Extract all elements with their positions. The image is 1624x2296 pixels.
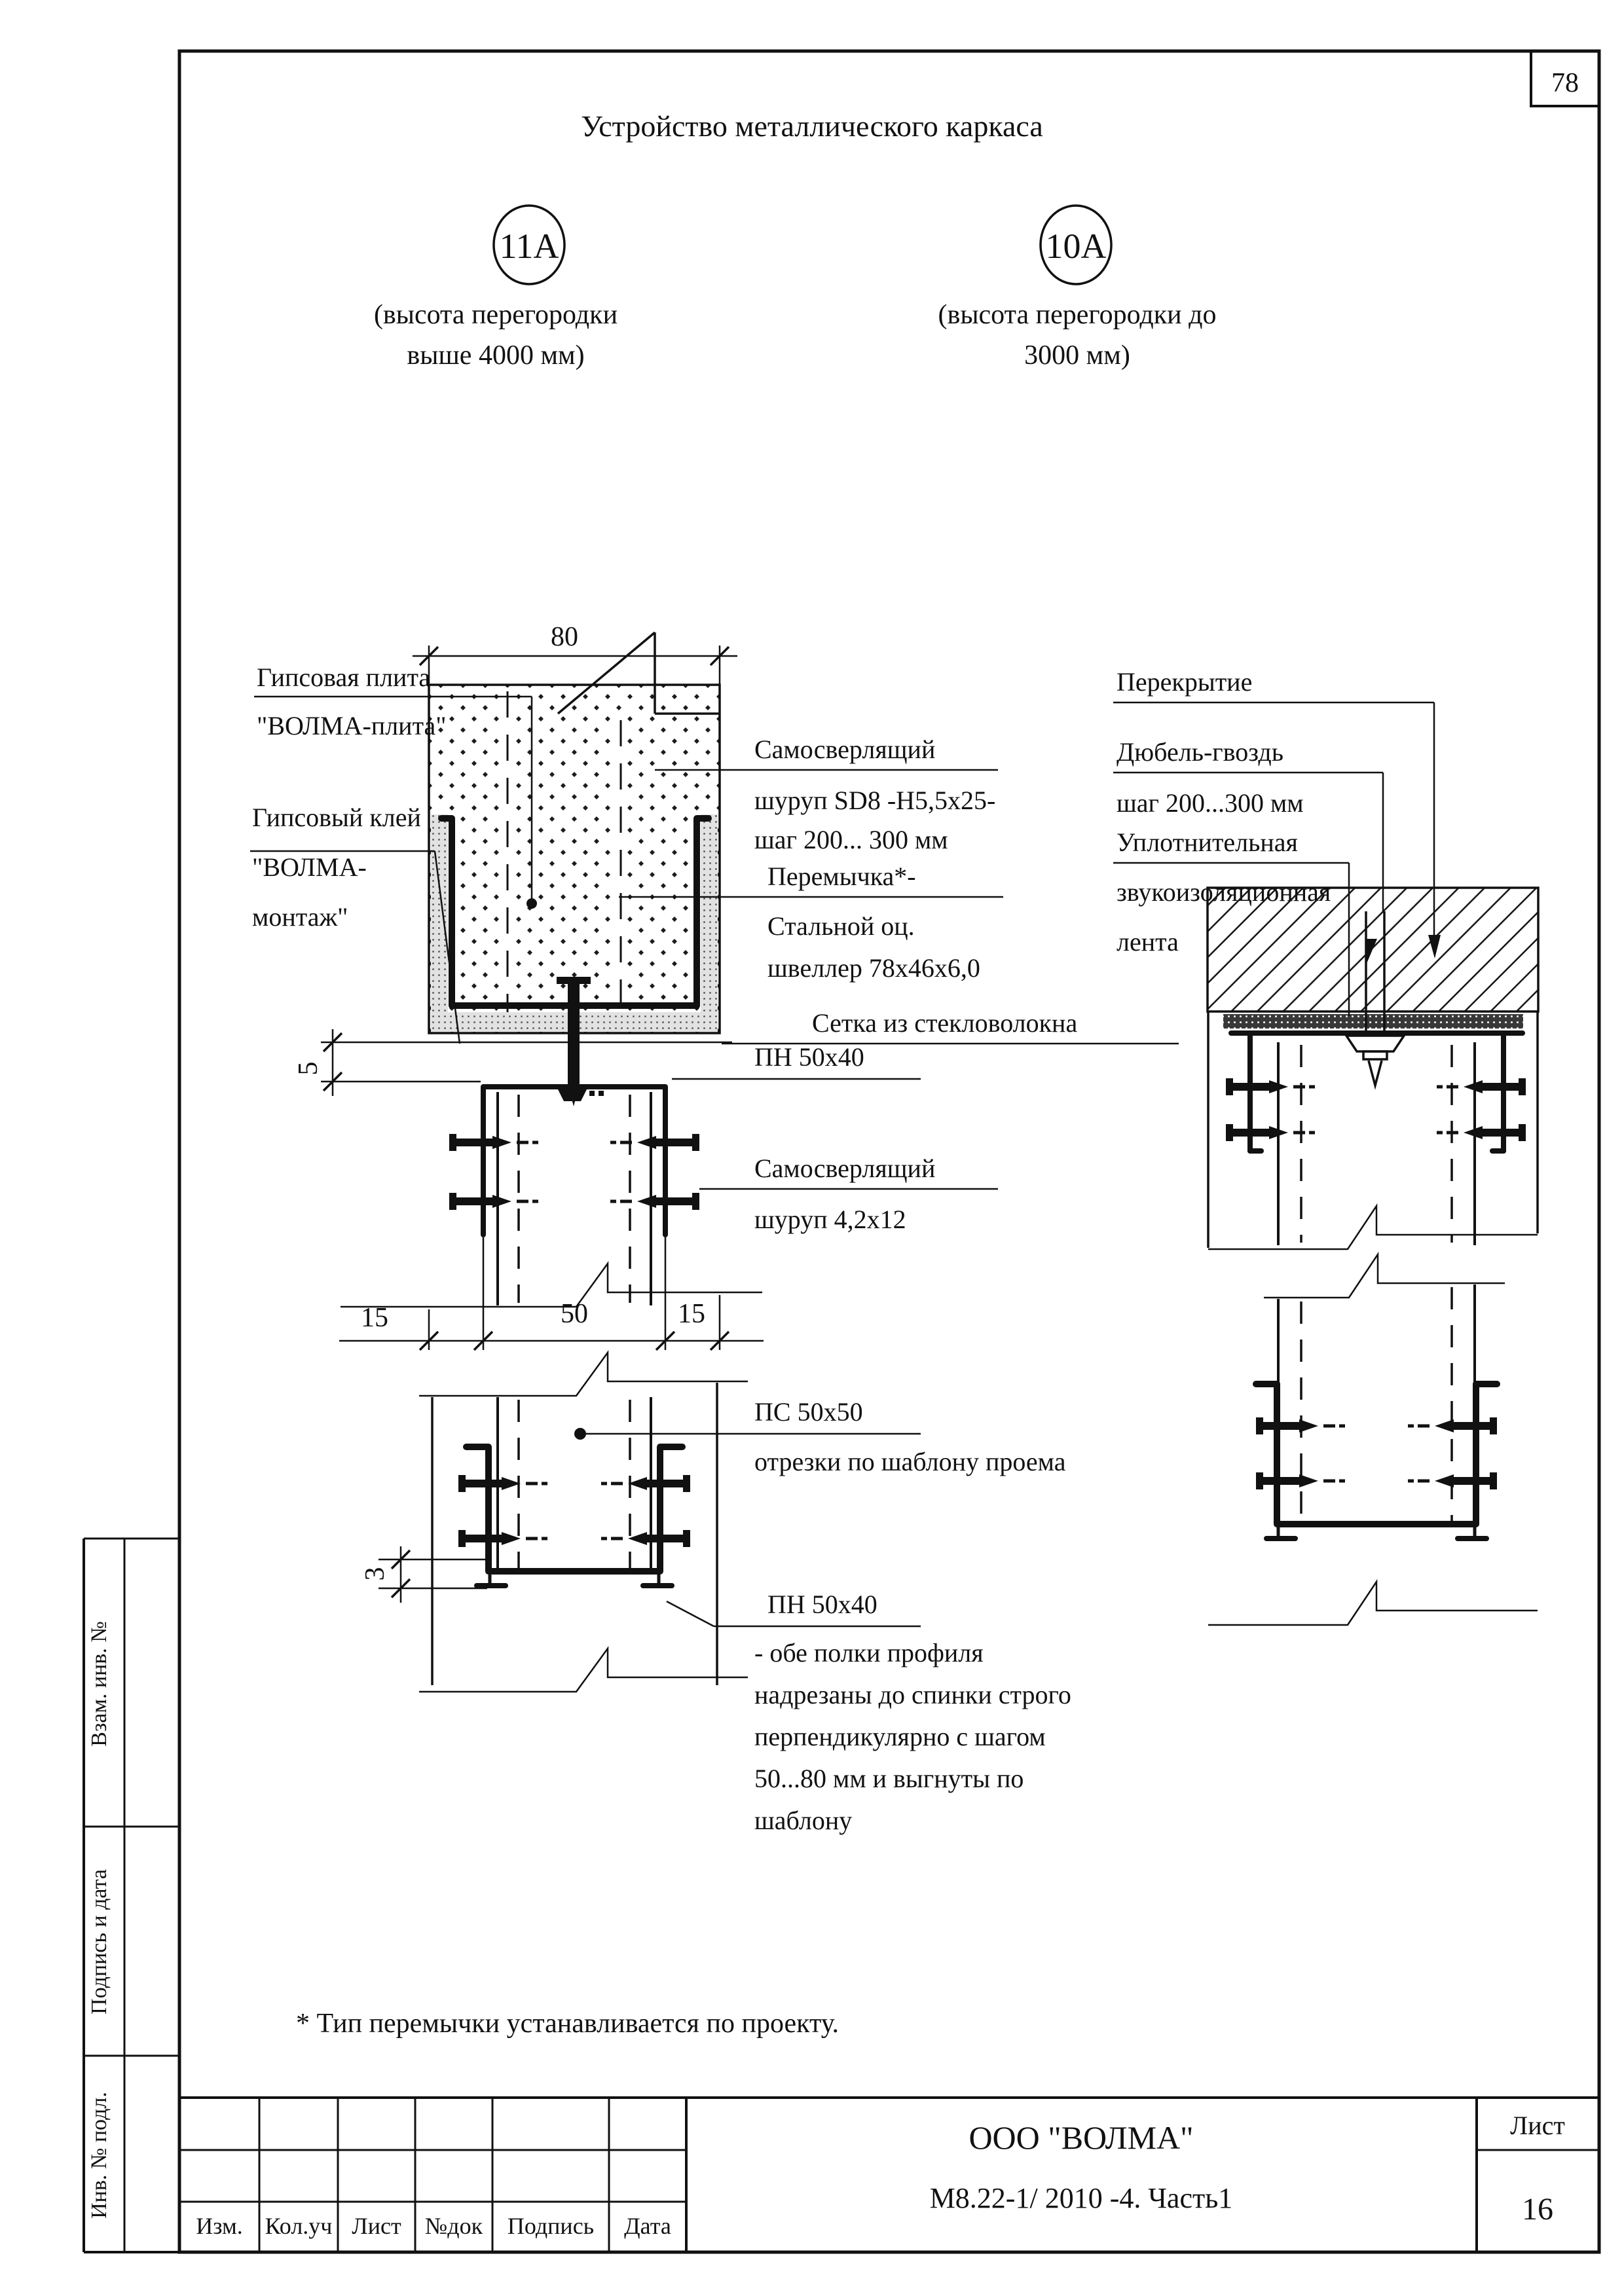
- tb-col-list: Лист: [352, 2213, 401, 2239]
- label-line: шуруп SD8 -Н5,5х25-: [754, 786, 996, 815]
- tb-col-koluch: Кол.уч: [265, 2213, 333, 2239]
- break-line: [1208, 1582, 1538, 1625]
- pn-track-top: [483, 1087, 665, 1235]
- title-block: [179, 2098, 1599, 2252]
- caption-line: 3000 мм): [1024, 340, 1130, 371]
- sidebar: [84, 1539, 179, 2252]
- lower-sub-view: [360, 1353, 748, 1692]
- sheet-frame: [179, 51, 1599, 2252]
- dim-15-50-15: [339, 1237, 764, 1350]
- detail-10a: [1113, 667, 1538, 1625]
- company-name: ООО "ВОЛМА": [969, 2119, 1194, 2156]
- detail-bubble-11a: [374, 206, 618, 371]
- label-line: Уплотнительная: [1116, 828, 1298, 857]
- label-line: шаблону: [754, 1806, 853, 1835]
- sidebar-cell-vzam: Взам. инв. №: [87, 1621, 111, 1747]
- footnote: * Тип перемычки устанавливается по проекту.: [296, 2009, 840, 2039]
- label-line: Сетка из стекловолокна: [812, 1008, 1078, 1038]
- tb-col-podpis: Подпись: [507, 2213, 595, 2239]
- tb-col-ndok: №док: [424, 2213, 483, 2239]
- label-line: Перемычка*-: [767, 862, 916, 891]
- dim-value: 15: [678, 1299, 705, 1329]
- label-line: шуруп 4,2х12: [754, 1205, 906, 1234]
- sheet-number: 16: [1522, 2192, 1553, 2227]
- caption-line: выше 4000 мм): [407, 340, 585, 371]
- label-line: Гипсовый клей: [252, 803, 421, 832]
- sidebar-cell-inv: Инв. № подл.: [87, 2092, 111, 2219]
- label-line: отрезки по шаблону проема: [754, 1447, 1066, 1476]
- label-line: - обе полки профиля: [754, 1638, 984, 1667]
- document-code: М8.22-1/ 2010 -4. Часть1: [929, 2182, 1233, 2214]
- bubble-label: 11А: [499, 227, 559, 266]
- bubble-label: 10А: [1045, 227, 1107, 266]
- label-line: ПН 50х40: [754, 1042, 864, 1072]
- label-line: лента: [1116, 927, 1179, 957]
- label-line: перпендикулярно с шагом: [754, 1722, 1046, 1751]
- label-screw-small: [699, 1154, 998, 1234]
- dim-value: 50: [561, 1299, 588, 1329]
- stud-lower: [1256, 1285, 1497, 1539]
- label-ps: [574, 1397, 1066, 1476]
- dim-width-80: [413, 622, 737, 685]
- label-line: шаг 200...300 мм: [1116, 788, 1304, 818]
- label-line: Гипсовая плита: [257, 663, 431, 692]
- leader-dot: [526, 898, 537, 909]
- label-pn-bottom: [667, 1590, 1071, 1835]
- dim-web-3: [360, 1546, 487, 1603]
- label-line: Самосверлящий: [754, 1154, 936, 1183]
- label-line: "ВОЛМА-плита": [257, 711, 447, 740]
- caption-line: (высота перегородки до: [938, 300, 1217, 330]
- break-line: [1264, 1254, 1505, 1298]
- label-line: 50...80 мм и выгнуты по: [754, 1764, 1024, 1793]
- tb-col-data: Дата: [624, 2213, 671, 2239]
- detail-bubble-10a: [938, 206, 1217, 371]
- dim-value: 5: [293, 1061, 323, 1076]
- page-number: 78: [1551, 68, 1579, 98]
- break-line: [419, 1649, 748, 1692]
- label-line: надрезаны до спинки строго: [754, 1680, 1071, 1709]
- break-line: [419, 1353, 748, 1396]
- dim-value: 15: [361, 1303, 388, 1333]
- label-line: шаг 200... 300 мм: [754, 825, 948, 854]
- label-line: "ВОЛМА-: [252, 852, 367, 882]
- gypsum-board: [429, 632, 720, 1033]
- label-line: ПС 50х50: [754, 1397, 863, 1427]
- label-pn-top: [672, 1042, 921, 1079]
- header: [374, 109, 1217, 371]
- label-line: швеллер 78х46х6,0: [767, 953, 980, 983]
- sheet-label: Лист: [1510, 2111, 1565, 2140]
- caption-line: (высота перегородки: [373, 300, 618, 330]
- stud-upper: [498, 1092, 651, 1305]
- dim-value: 3: [360, 1567, 390, 1581]
- pn-track-bottom: [1277, 1384, 1476, 1524]
- label-line: звукоизоляционная: [1116, 877, 1331, 907]
- break-line: [1208, 1206, 1538, 1249]
- sound-tape: [1223, 1014, 1523, 1029]
- label-line: монтаж": [252, 902, 348, 932]
- label-line: Перекрытие: [1116, 667, 1253, 697]
- tb-col-izm: Изм.: [196, 2213, 243, 2239]
- sidebar-cell-podpis: Подпись и дата: [87, 1869, 111, 2014]
- label-line: Стальной оц.: [767, 911, 915, 941]
- label-line: ПН 50х40: [767, 1590, 877, 1619]
- pn-screws: [449, 1134, 699, 1210]
- label-line: Самосверлящий: [754, 735, 936, 764]
- label-mesh: [722, 1008, 1179, 1044]
- dim-value: 80: [551, 622, 578, 652]
- sheet-title: Устройство металлического каркаса: [581, 109, 1043, 143]
- detail-11a: [250, 622, 1179, 1835]
- label-line: Дюбель-гвоздь: [1116, 737, 1283, 767]
